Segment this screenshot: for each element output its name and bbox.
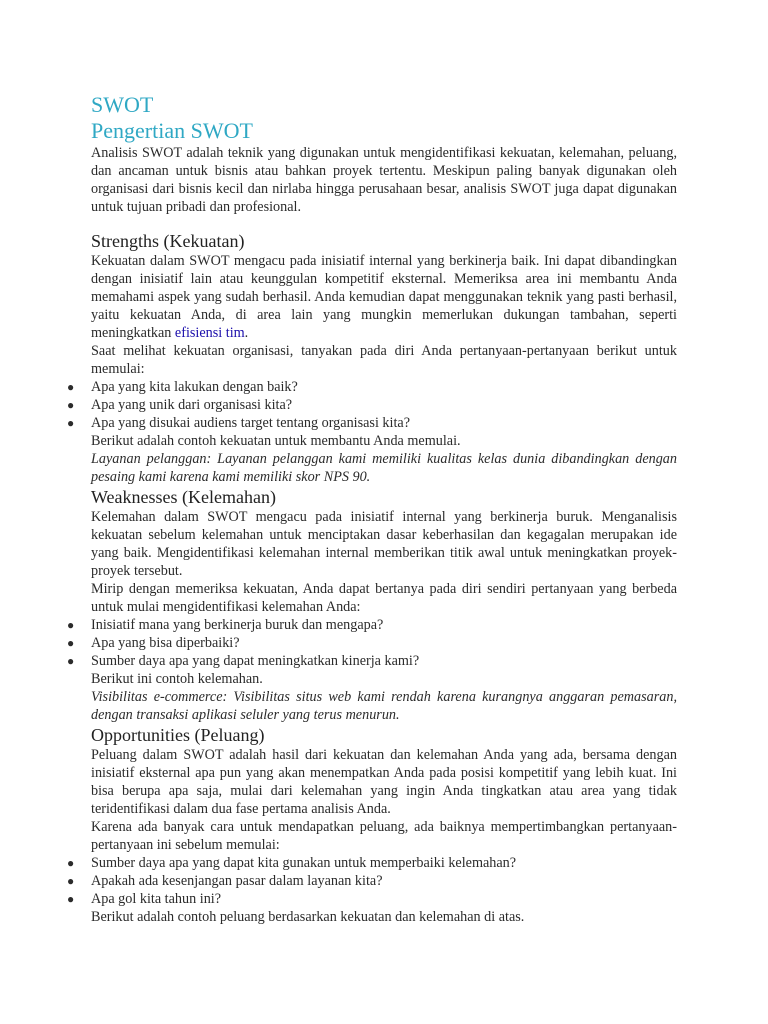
bullet-icon: ●: [67, 618, 75, 632]
bullet-icon: ●: [67, 874, 75, 888]
weaknesses-paragraph-2: Mirip dengan memeriksa kekuatan, Anda dapat bertanya pada diri sendiri pertanyaan yang berbeda untuk mulai mengidentifikasi kelemahan Anda:: [91, 581, 677, 615]
list-item: ● Sumber daya apa yang dapat meningkatkan kinerja kami?: [67, 653, 420, 669]
opportunities-paragraph-1: Peluang dalam SWOT adalah hasil dari kekuatan dan kelemahan Anda yang ada, bersama dengan inisiatif eksternal apa pun yang akan menempatkan Anda pada posisi kompetitif yang lebih kuat. Ini bisa berupa apa saja, mulai dari kelemahan yang ingin Anda tingkatkan atau area yang tidak teridentifikasi dalam dua fase pertama analisis Anda.: [91, 747, 677, 817]
bullet-icon: ●: [67, 398, 75, 412]
strengths-para1-text: Kekuatan dalam SWOT mengacu pada inisiatif internal yang berkinerja baik. Ini dapat dibandingkan dengan inisiatif lain atau keunggulan kompetitif eksternal. Memeriksa area ini membantu Anda memahami aspek yang sudah berhasil. Anda kemudian dapat menggunakan teknik yang pasti berhasil, yaitu kekuatan Anda, di area lain yang mungkin memerlukan dukungan tambahan, seperti meningkatkan: [91, 253, 677, 341]
strengths-questions: [67, 378, 677, 432]
opportunities-paragraph-2: Karena ada banyak cara untuk mendapatkan peluang, ada baiknya mempertimbangkan pertanyaan-pertanyaan ini sebelum memulai:: [91, 819, 677, 853]
weaknesses-paragraph-1: Kelemahan dalam SWOT mengacu pada inisiatif internal yang berkinerja buruk. Menganalisis kekuatan sebelum kelemahan untuk menciptakan dasar keberhasilan dan kegagalan merupakan ide yang baik. Mengidentifikasi kelemahan internal memberikan titik awal untuk meningkatkan proyek-proyek tersebut.: [91, 509, 677, 579]
opportunities-heading: Opportunities (Peluang): [91, 725, 265, 745]
list-item: ● Apa gol kita tahun ini?: [67, 891, 222, 907]
bullet-icon: ●: [67, 654, 75, 668]
weaknesses-example: Visibilitas e-commerce: Visibilitas situs web kami rendah karena kurangnya anggaran pemasaran, dengan transaksi aplikasi seluler yang terus menurun.: [91, 689, 677, 723]
strengths-heading: Strengths (Kekuatan): [91, 231, 245, 251]
bullet-icon: ●: [67, 856, 75, 870]
strengths-paragraph-2: Saat melihat kekuatan organisasi, tanyakan pada diri Anda pertanyaan-pertanyaan berikut untuk memulai:: [91, 343, 677, 377]
list-item: ● Apa yang disukai audiens target tentang organisasi kita?: [67, 415, 411, 431]
list-item: ● Apa yang unik dari organisasi kita?: [67, 397, 293, 413]
bullet-icon: ●: [67, 380, 75, 394]
opportunities-questions: [67, 854, 677, 908]
list-item: ● Apa yang kita lakukan dengan baik?: [67, 379, 298, 395]
efisiensi-tim-link[interactable]: efisiensi tim: [174, 325, 245, 341]
weaknesses-example-intro: Berikut ini contoh kelemahan.: [91, 671, 263, 687]
strengths-para1-end: .: [244, 325, 249, 341]
doc-title: SWOT: [91, 92, 154, 117]
strengths-example-intro: Berikut adalah contoh kekuatan untuk membantu Anda memulai.: [91, 433, 461, 449]
list-item: ● Inisiatif mana yang berkinerja buruk dan mengapa?: [67, 617, 384, 633]
strengths-paragraph-1: [91, 252, 677, 342]
weaknesses-heading: Weaknesses (Kelemahan): [91, 487, 276, 507]
strengths-example: Layanan pelanggan: Layanan pelanggan kami memiliki kualitas kelas dunia dibandingkan dengan pesaing kami karena kami memiliki skor NPS 90.: [91, 451, 677, 485]
list-item: ● Apakah ada kesenjangan pasar dalam layanan kita?: [67, 873, 383, 889]
doc-subtitle: Pengertian SWOT: [91, 118, 253, 143]
bullet-icon: ●: [67, 416, 75, 430]
bullet-icon: ●: [67, 892, 75, 906]
opportunities-example-intro: Berikut adalah contoh peluang berdasarkan kekuatan dan kelemahan di atas.: [91, 909, 525, 925]
weaknesses-questions: [67, 616, 677, 670]
list-item: ● Sumber daya apa yang dapat kita gunakan untuk memperbaiki kelemahan?: [67, 855, 517, 871]
bullet-icon: ●: [67, 636, 75, 650]
intro-paragraph: Analisis SWOT adalah teknik yang digunakan untuk mengidentifikasi kekuatan, kelemahan, peluang, dan ancaman untuk bisnis atau bahkan proyek tertentu. Meskipun paling banyak digunakan oleh organisasi dari bisnis kecil dan nirlaba hingga perusahaan besar, analisis SWOT juga dapat digunakan untuk tujuan pribadi dan profesional.: [91, 145, 677, 215]
list-item: ● Apa yang bisa diperbaiki?: [67, 635, 240, 651]
